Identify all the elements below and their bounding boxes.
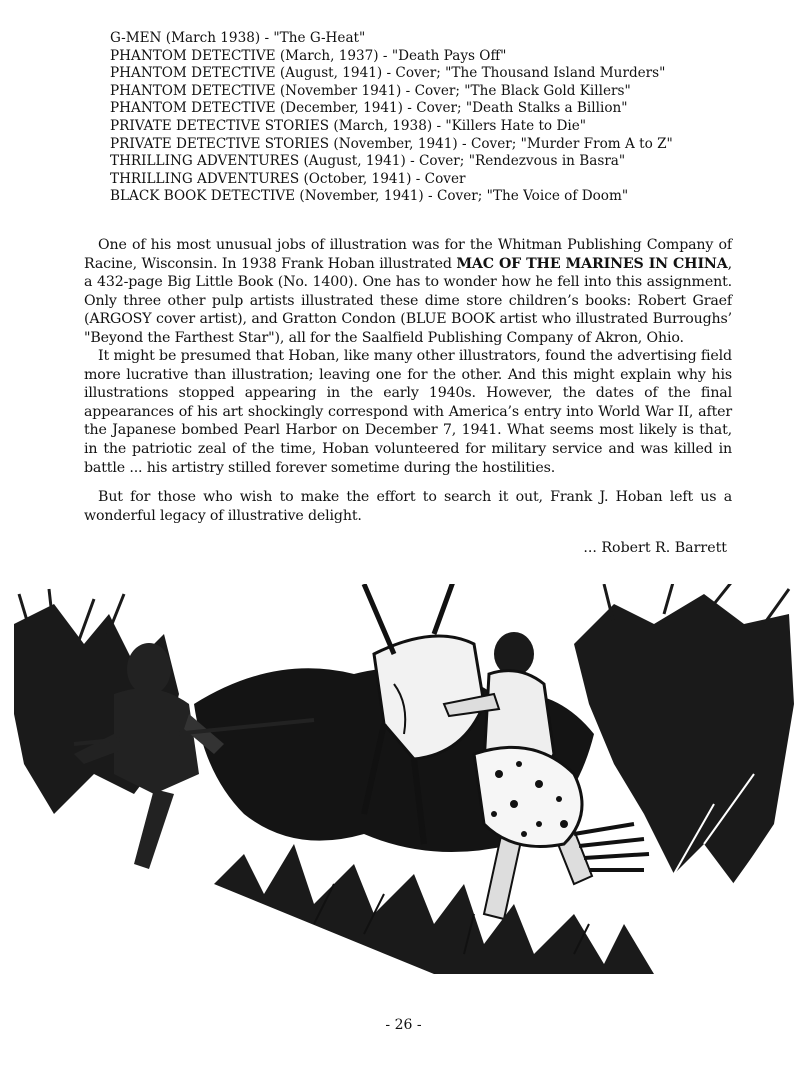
credit-item: G-MEN (March 1938) - "The G-Heat" <box>110 30 366 46</box>
credit-item: PRIVATE DETECTIVE STORIES (November, 1941) - Cover; "Murder From A to Z" <box>110 135 673 152</box>
paragraph-war <box>84 347 732 477</box>
credit-item: PRIVATE DETECTIVE STORIES (March, 1938) - "Killers Hate to Die" <box>110 117 586 134</box>
credit-item: PHANTOM DETECTIVE (August, 1941) - Cover; "The Thousand Island Murders" <box>110 65 666 82</box>
jungle-illustration <box>14 584 794 979</box>
credit-item: PHANTOM DETECTIVE (March, 1937) - "Death Pays Off" <box>110 47 507 64</box>
paragraph-text: One of his most unusual jobs of illustration was for the Whitman Publishing Company of Racine, Wisconsin. In 1938 Frank Hoban illustrated <box>84 237 732 272</box>
credit-item: PHANTOM DETECTIVE (December, 1941) - Cover; "Death Stalks a Billion" <box>110 100 628 117</box>
foliage-right <box>574 584 794 884</box>
credits-list <box>110 30 730 206</box>
paragraph-text: , a 432-page Big Little Book (No. 1400). One has to wonder how he fell into this assignment. Only three other pulp artists illustrated these dime store children’s books: Robert Graef (ARGOSY cover artist), and Gratton Condon (BLUE BOOK artist who illustrated Burroughs’ "Beyond the Farthest Star"), all for the Saalfield Publishing Company of Akron, Ohio. <box>84 255 732 346</box>
credit-item: THRILLING ADVENTURES (August, 1941) - Cover; "Rendezvous in Basra" <box>110 153 626 170</box>
author-signature: ... Robert R. Barrett <box>583 540 727 556</box>
page-number: - 26 - <box>385 1017 422 1033</box>
credit-item: THRILLING ADVENTURES (October, 1941) - Cover <box>110 170 466 187</box>
book-title: MAC OF THE MARINES IN CHINA <box>456 255 728 272</box>
paragraph-text: But for those who wish to make the effort to search it out, Frank J. Hoban left us a wonderful legacy of illustrative delight. <box>84 489 732 524</box>
paragraph-whitman <box>84 236 732 348</box>
paragraph-legacy <box>84 488 732 525</box>
credit-item: BLACK BOOK DETECTIVE (November, 1941) - Cover; "The Voice of Doom" <box>110 188 629 205</box>
credit-item: PHANTOM DETECTIVE (November 1941) - Cover; "The Black Gold Killers" <box>110 82 631 99</box>
paragraph-text: It might be presumed that Hoban, like many other illustrators, found the advertising field more lucrative than illustration; leaving one for the other. And this might explain why his illustrations stopped appearing in the early 1940s. However, the dates of the final appearances of his art shockingly correspond with America’s entry into World War II, after the Japanese bombed Pearl Harbor on December 7, 1941. What seems most likely is that, in the patriotic zeal of the time, Hoban volunteered for military service and was killed in battle ... his artistry stilled forever sometime during the hostilities. <box>84 348 732 476</box>
